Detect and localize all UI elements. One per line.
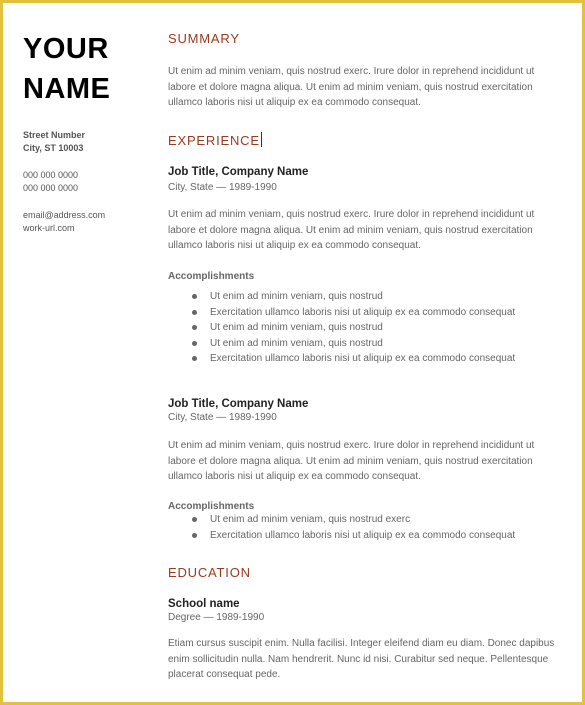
job-2-location-dates: City, State — 1989-1990 xyxy=(168,412,277,423)
school-name: School name xyxy=(168,598,240,610)
email: email@address.com xyxy=(23,210,106,220)
job-1-description: Ut enim ad minim veniam, quis nostrud exerc. Irure dolor in reprehend incididunt ut labore et dolore magna aliqua. Ut enim ad minim veniam, quis nostrud exercitation ullamco laboris nisi ut aliquip ex ea commodo consequat. xyxy=(168,209,535,251)
job-1-title: Job Title, Company Name xyxy=(168,166,309,178)
phone-2: 000 000 0000 xyxy=(23,183,79,193)
job-2-accomplishments-heading: Accomplishments xyxy=(168,501,255,512)
education-text: Etiam cursus suscipit enim. Nulla facilisi. Integer eleifend diam eu diam. Donec dapibus enim sollicitudin nulla. Nam hendrerit. Nunc id nisi. Curabitur sed neque. Pellentesque placerat consequat pede. xyxy=(168,638,555,680)
city-state: City, ST 10003 xyxy=(23,143,84,153)
list-item: Ut enim ad minim veniam, quis nostrud xyxy=(192,289,515,305)
work-url: work-url.com xyxy=(23,223,75,233)
job-1-accomplishments-heading: Accomplishments xyxy=(168,271,255,282)
list-item: Exercitation ullamco laboris nisi ut aliquip ex ea commodo consequat xyxy=(192,528,515,544)
list-item: Ut enim ad minim veniam, quis nostrud xyxy=(192,320,515,336)
street-address: Street Number xyxy=(23,130,86,140)
summary-text: Ut enim ad minim veniam, quis nostrud exerc. Irure dolor in reprehend incididunt ut labore et dolore magna aliqua. Ut enim ad minim veniam, quis nostrud exercitation ullamco laboris nisi ut aliquip ex ea commodo consequat. xyxy=(168,66,535,108)
job-1-location-dates: City, State — 1989-1990 xyxy=(168,182,277,193)
phone-1: 000 000 0000 xyxy=(23,170,79,180)
name-heading xyxy=(23,29,153,109)
resume-page xyxy=(3,3,582,702)
list-item: Exercitation ullamco laboris nisi ut aliquip ex ea commodo consequat xyxy=(192,305,515,321)
summary-heading: SUMMARY xyxy=(168,31,240,46)
online-contact xyxy=(23,209,153,235)
phone-numbers xyxy=(23,169,153,195)
name-line-1: YOUR xyxy=(23,33,109,65)
address xyxy=(23,129,153,155)
experience-heading xyxy=(168,132,262,148)
job-1-accomplishments-list xyxy=(192,289,515,367)
list-item: Ut enim ad minim veniam, quis nostrud xyxy=(192,336,515,352)
contact-column xyxy=(23,29,153,235)
job-2-accomplishments-list xyxy=(192,512,515,543)
text-cursor xyxy=(261,132,262,147)
degree-dates: Degree — 1989-1990 xyxy=(168,612,265,623)
job-2-description: Ut enim ad minim veniam, quis nostrud exerc. Irure dolor in reprehend incididunt ut labore et dolore magna aliqua. Ut enim ad minim veniam, quis nostrud exercitation ullamco laboris nisi ut aliquip ex ea commodo consequat. xyxy=(168,440,535,482)
job-2-title: Job Title, Company Name xyxy=(168,398,309,410)
name-line-2: NAME xyxy=(23,73,111,105)
experience-title: EXPERIENCE xyxy=(168,133,260,148)
education-heading: EDUCATION xyxy=(168,565,251,580)
list-item: Exercitation ullamco laboris nisi ut aliquip ex ea commodo consequat xyxy=(192,351,515,367)
list-item: Ut enim ad minim veniam, quis nostrud exerc xyxy=(192,512,515,528)
